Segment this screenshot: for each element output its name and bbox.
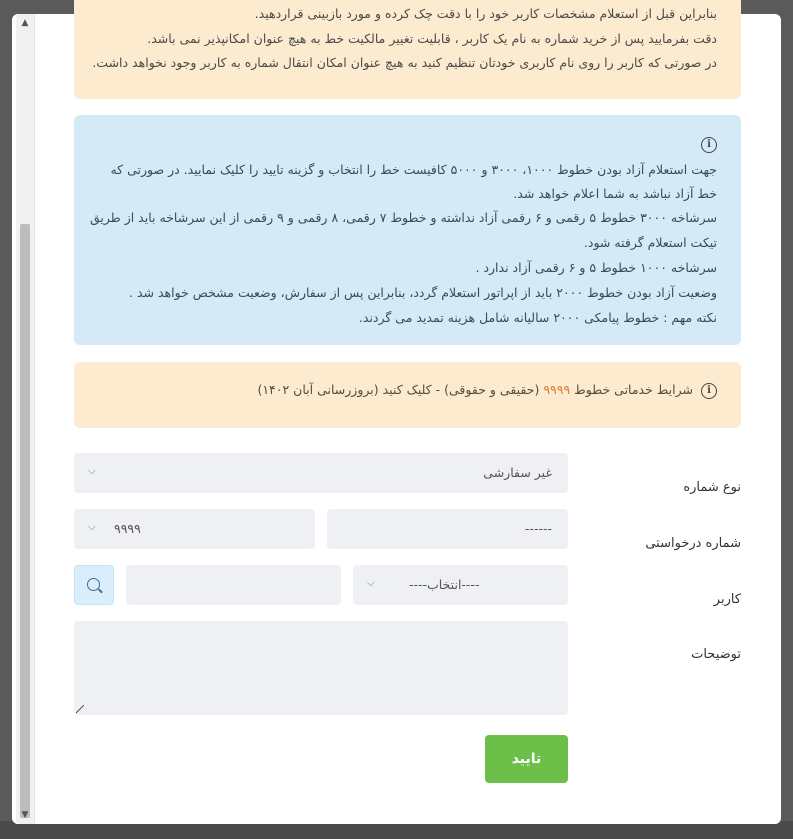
info-line-7: نکته مهم : خطوط پیامکی ۲۰۰۰ سالیانه شامل هزینه تمدید می گردند. [358, 310, 717, 325]
info-icon: i [701, 383, 717, 399]
terms-suffix: (حقیقی و حقوقی) - کلیک کنید (بروزرسانی آبان ۱۴۰۲) [257, 382, 540, 397]
description-textarea[interactable] [74, 621, 568, 715]
info-line-1: جهت استعلام آزاد بودن خطوط ۱۰۰۰، ۳۰۰۰ و ۵۰۰۰ کافیست خط را انتخاب و گزینه تایید را کلیک نمایید. در صورتی که [110, 162, 717, 177]
info-line-2: خط آزاد نباشد به شما اعلام خواهد شد. [513, 186, 717, 201]
warning-alert [74, 0, 741, 99]
info-line-3: سرشاخه ۳۰۰۰ خطوط ۵ رقمی و ۶ رقمی آزاد نداشته و خطوط ۷ رقمی، ۸ رقمی و ۹ رقمی از این سرشاخه باید از طریق [89, 210, 717, 225]
user-search-input[interactable] [126, 565, 341, 605]
number-prefix-value: ۹۹۹۹ [114, 521, 141, 536]
requested-number-label: شماره درخواستی [645, 536, 741, 551]
submit-button[interactable]: تایید [485, 735, 568, 783]
terms-alert[interactable] [74, 362, 741, 428]
info-alert [74, 115, 741, 345]
info-line-4: تیکت استعلام گرفته شود. [583, 235, 717, 250]
user-label: کاربر [713, 592, 741, 607]
resize-handle-icon[interactable] [76, 705, 84, 713]
number-type-select[interactable] [74, 453, 568, 493]
user-select-value: ----انتخاب---- [409, 577, 480, 592]
user-search-button[interactable] [74, 565, 114, 605]
modal-scrollbar[interactable] [16, 14, 35, 824]
terms-number: ۹۹۹۹ [543, 382, 571, 397]
number-type-label: نوع شماره [683, 480, 741, 495]
chevron-down-icon: ⌵ [88, 522, 96, 533]
requested-number-value: ------ [524, 521, 552, 536]
number-type-value: غیر سفارشی [483, 465, 552, 480]
chevron-down-icon: ⌵ [367, 578, 375, 589]
info-line-6: وضعیت آزاد بودن خطوط ۲۰۰۰ باید از اپراتور استعلام گردد، بنابراین پس از سفارش، وضعیت مشخص خواهد شد . [129, 285, 717, 300]
chevron-down-icon: ⌵ [88, 466, 96, 477]
info-line-5: سرشاخه ۱۰۰۰ خطوط ۵ و ۶ رقمی آزاد ندارد . [475, 260, 717, 275]
scroll-down-icon[interactable]: ▼ [21, 810, 29, 820]
requested-number-input[interactable] [327, 509, 568, 549]
modal-dialog [12, 6, 781, 824]
scroll-up-icon[interactable]: ▲ [21, 18, 29, 28]
terms-link[interactable] [257, 382, 693, 397]
description-label: توضیحات [691, 647, 741, 662]
info-icon: i [701, 137, 717, 153]
user-select[interactable] [353, 565, 568, 605]
number-prefix-select[interactable] [74, 509, 315, 549]
warning-line-1: بنابراین قبل از استعلام مشخصات کاربر خود را با دقت چک کرده و مورد بازبینی قراردهید. [254, 6, 717, 21]
warning-line-3: در صورتی که کاربر را روی نام کاربری خودتان تنظیم کنید به هیچ عنوان امکان انتقال شماره به کاربر وجود نخواهد داشت. [92, 55, 717, 70]
terms-prefix: شرایط خدماتی خطوط [574, 382, 693, 397]
warning-line-2: دقت بفرمایید پس از خرید شماره به نام یک کاربر ، قابلیت تغییر مالکیت خط به هیچ عنوان امکانپذیر نمی باشد. [147, 31, 717, 46]
scroll-thumb[interactable] [20, 224, 30, 818]
